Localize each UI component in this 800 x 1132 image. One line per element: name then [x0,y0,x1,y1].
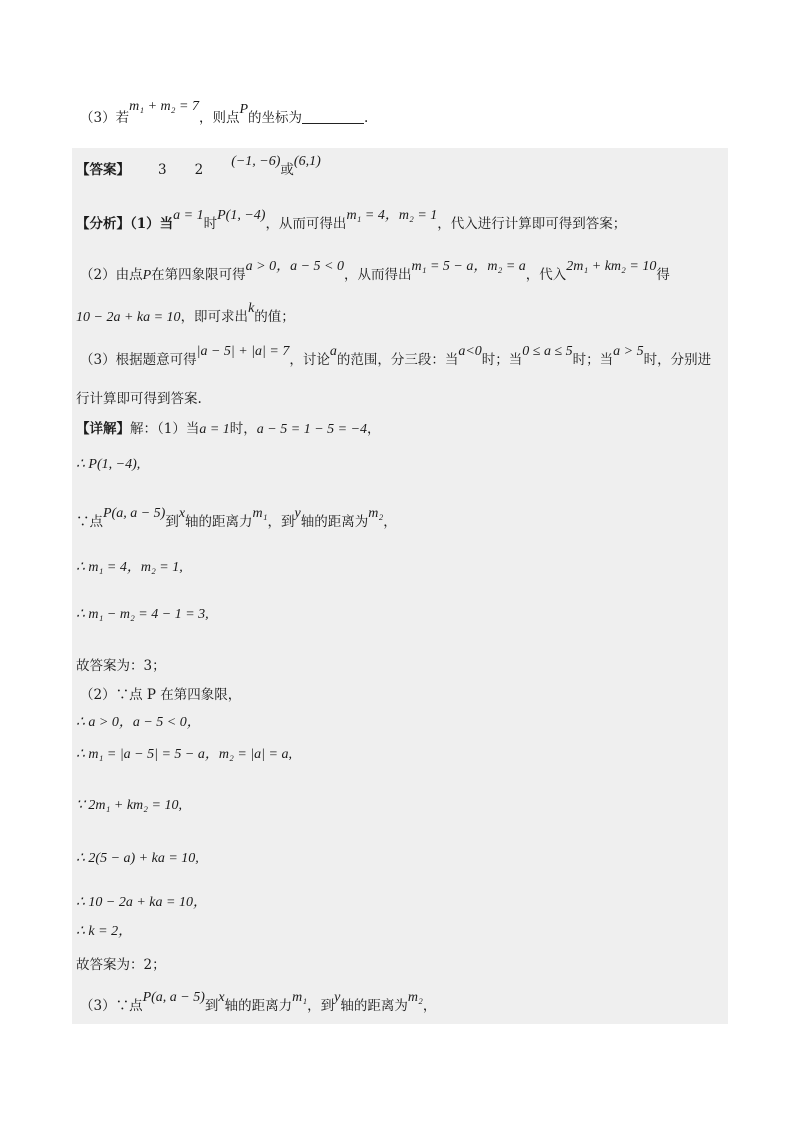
math-expr: P(a, a − 5) [142,990,205,1005]
detail-line-14: 故答案为：2； [76,957,166,973]
math-expr: k [248,301,255,316]
text: 的范围，分三段：当 [336,352,459,368]
text: （3）根据题意可得 [80,352,197,368]
answer-or: 或 [280,162,294,178]
text: 轴的距离力 [185,514,253,530]
text: 轴的距离为 [300,514,369,530]
answer-1: 3 [158,162,167,178]
text: 时 [203,216,218,232]
analysis-line-1 [76,208,627,235]
question-number: （3）若 [80,110,130,126]
text: ∵点 [76,514,103,530]
answer-label: 【答案】 [76,162,130,178]
text: 时；当 [481,352,523,368]
text: 到 [165,514,179,530]
detail-line-10: ∵ 2m₁ + km₂ = 10, [76,798,182,813]
detail-line-5: ∴ m₁ − m₂ = 4 − 1 = 3, [76,607,209,622]
question-text: . [364,110,369,126]
math-expr: 10 − 2a + ka = 10 [76,310,181,325]
math-expr: y [334,990,341,1005]
detail-line-3 [76,506,397,533]
text: ， [383,514,397,530]
text: ，讨论 [289,352,330,368]
text: ，从而可得出 [265,216,347,232]
text: 时；当 [572,352,614,368]
math-expr: |a − 5| + |a| = 7 [196,344,290,359]
text: ，代入进行计算即可得到答案； [437,216,627,232]
math-expr: a − 5 = 1 − 5 = −4 [256,422,368,437]
detail-label: 【详解】 [76,421,130,437]
text: 时， [229,421,257,437]
text: （3）∵点 [80,998,143,1014]
analysis-label: 【分析】（1）当 [76,216,174,232]
question-text: 的坐标为 [248,110,303,126]
math-expr: P(1, −4) [217,208,266,223]
detail-line-2: ∴ P(1, −4), [76,457,141,472]
math-expr: a > 5 [613,344,644,359]
condition-expr: m₁ + m₂ = 7 [129,99,199,114]
text: ，代入 [525,267,567,283]
point-var: P [239,102,249,117]
answer-3b: (6,1) [293,154,321,169]
text: 在第四象限可得 [151,267,246,283]
text: ，即可求出 [180,309,249,325]
detail-line-7: （2）∵点 P 在第四象限， [80,687,242,703]
text: 轴的距离力 [224,998,293,1014]
text: 得 [656,267,670,283]
detail-line-1 [76,419,381,440]
analysis-line-4 [80,344,712,371]
analysis-line-5: 行计算即可得到答案. [76,391,202,407]
text: 解：（1）当 [130,421,200,437]
analysis-line-2 [80,259,670,286]
detail-line-11: ∴ 2(5 − a) + ka = 10, [76,851,199,866]
math-expr: m₁ [252,506,268,521]
text: ，到 [307,998,335,1014]
math-expr: m₁ [292,990,308,1005]
answer-3a: (−1, −6) [231,154,281,169]
detail-line-15 [80,990,437,1017]
detail-line-4: ∴ m₁ = 4，m₂ = 1, [76,560,183,575]
math-expr: a = 1 [173,208,204,223]
math-expr: P(a, a − 5) [103,506,166,521]
answer-line [76,154,321,181]
question-text: ，则点 [198,110,240,126]
text: 的值； [254,309,295,325]
math-expr: a [329,344,337,359]
answer-blank [302,109,364,124]
math-expr: x [178,506,186,521]
math-expr: 0 ≤ a ≤ 5 [522,344,573,359]
math-expr: 2m₁ + km₂ = 10 [566,259,657,274]
text: ， [367,421,381,437]
math-expr: a<0 [458,344,482,359]
detail-line-9: ∴ m₁ = |a − 5| = 5 − a，m₂ = |a| = a, [76,747,292,762]
math-expr: a = 1 [199,422,230,437]
analysis-line-3 [76,301,295,328]
text: 轴的距离为 [340,998,408,1014]
detail-line-6: 故答案为：3； [76,658,166,674]
math-expr: m₂ [368,506,384,521]
math-expr: x [218,990,225,1005]
math-expr: m₁ = 4，m₂ = 1 [346,208,438,223]
math-expr: a > 0，a − 5 < 0 [245,259,344,274]
math-expr: m₁ = 5 − a，m₂ = a [411,259,526,274]
text: 时，分别进 [643,352,712,368]
math-expr: P [142,268,152,283]
math-expr: m₂ [407,990,423,1005]
text: （2）由点 [80,267,143,283]
math-expr: y [294,506,301,521]
text: ，从而得出 [344,267,412,283]
text: ，到 [267,514,295,530]
answer-2: 2 [194,162,204,178]
question-3 [80,99,369,129]
text: 到 [204,998,219,1014]
text: ， [422,998,437,1014]
detail-line-12: ∴ 10 − 2a + ka = 10， [76,895,207,910]
detail-line-13: ∴ k = 2， [76,924,133,939]
detail-line-8: ∴ a > 0，a − 5 < 0， [76,715,201,730]
